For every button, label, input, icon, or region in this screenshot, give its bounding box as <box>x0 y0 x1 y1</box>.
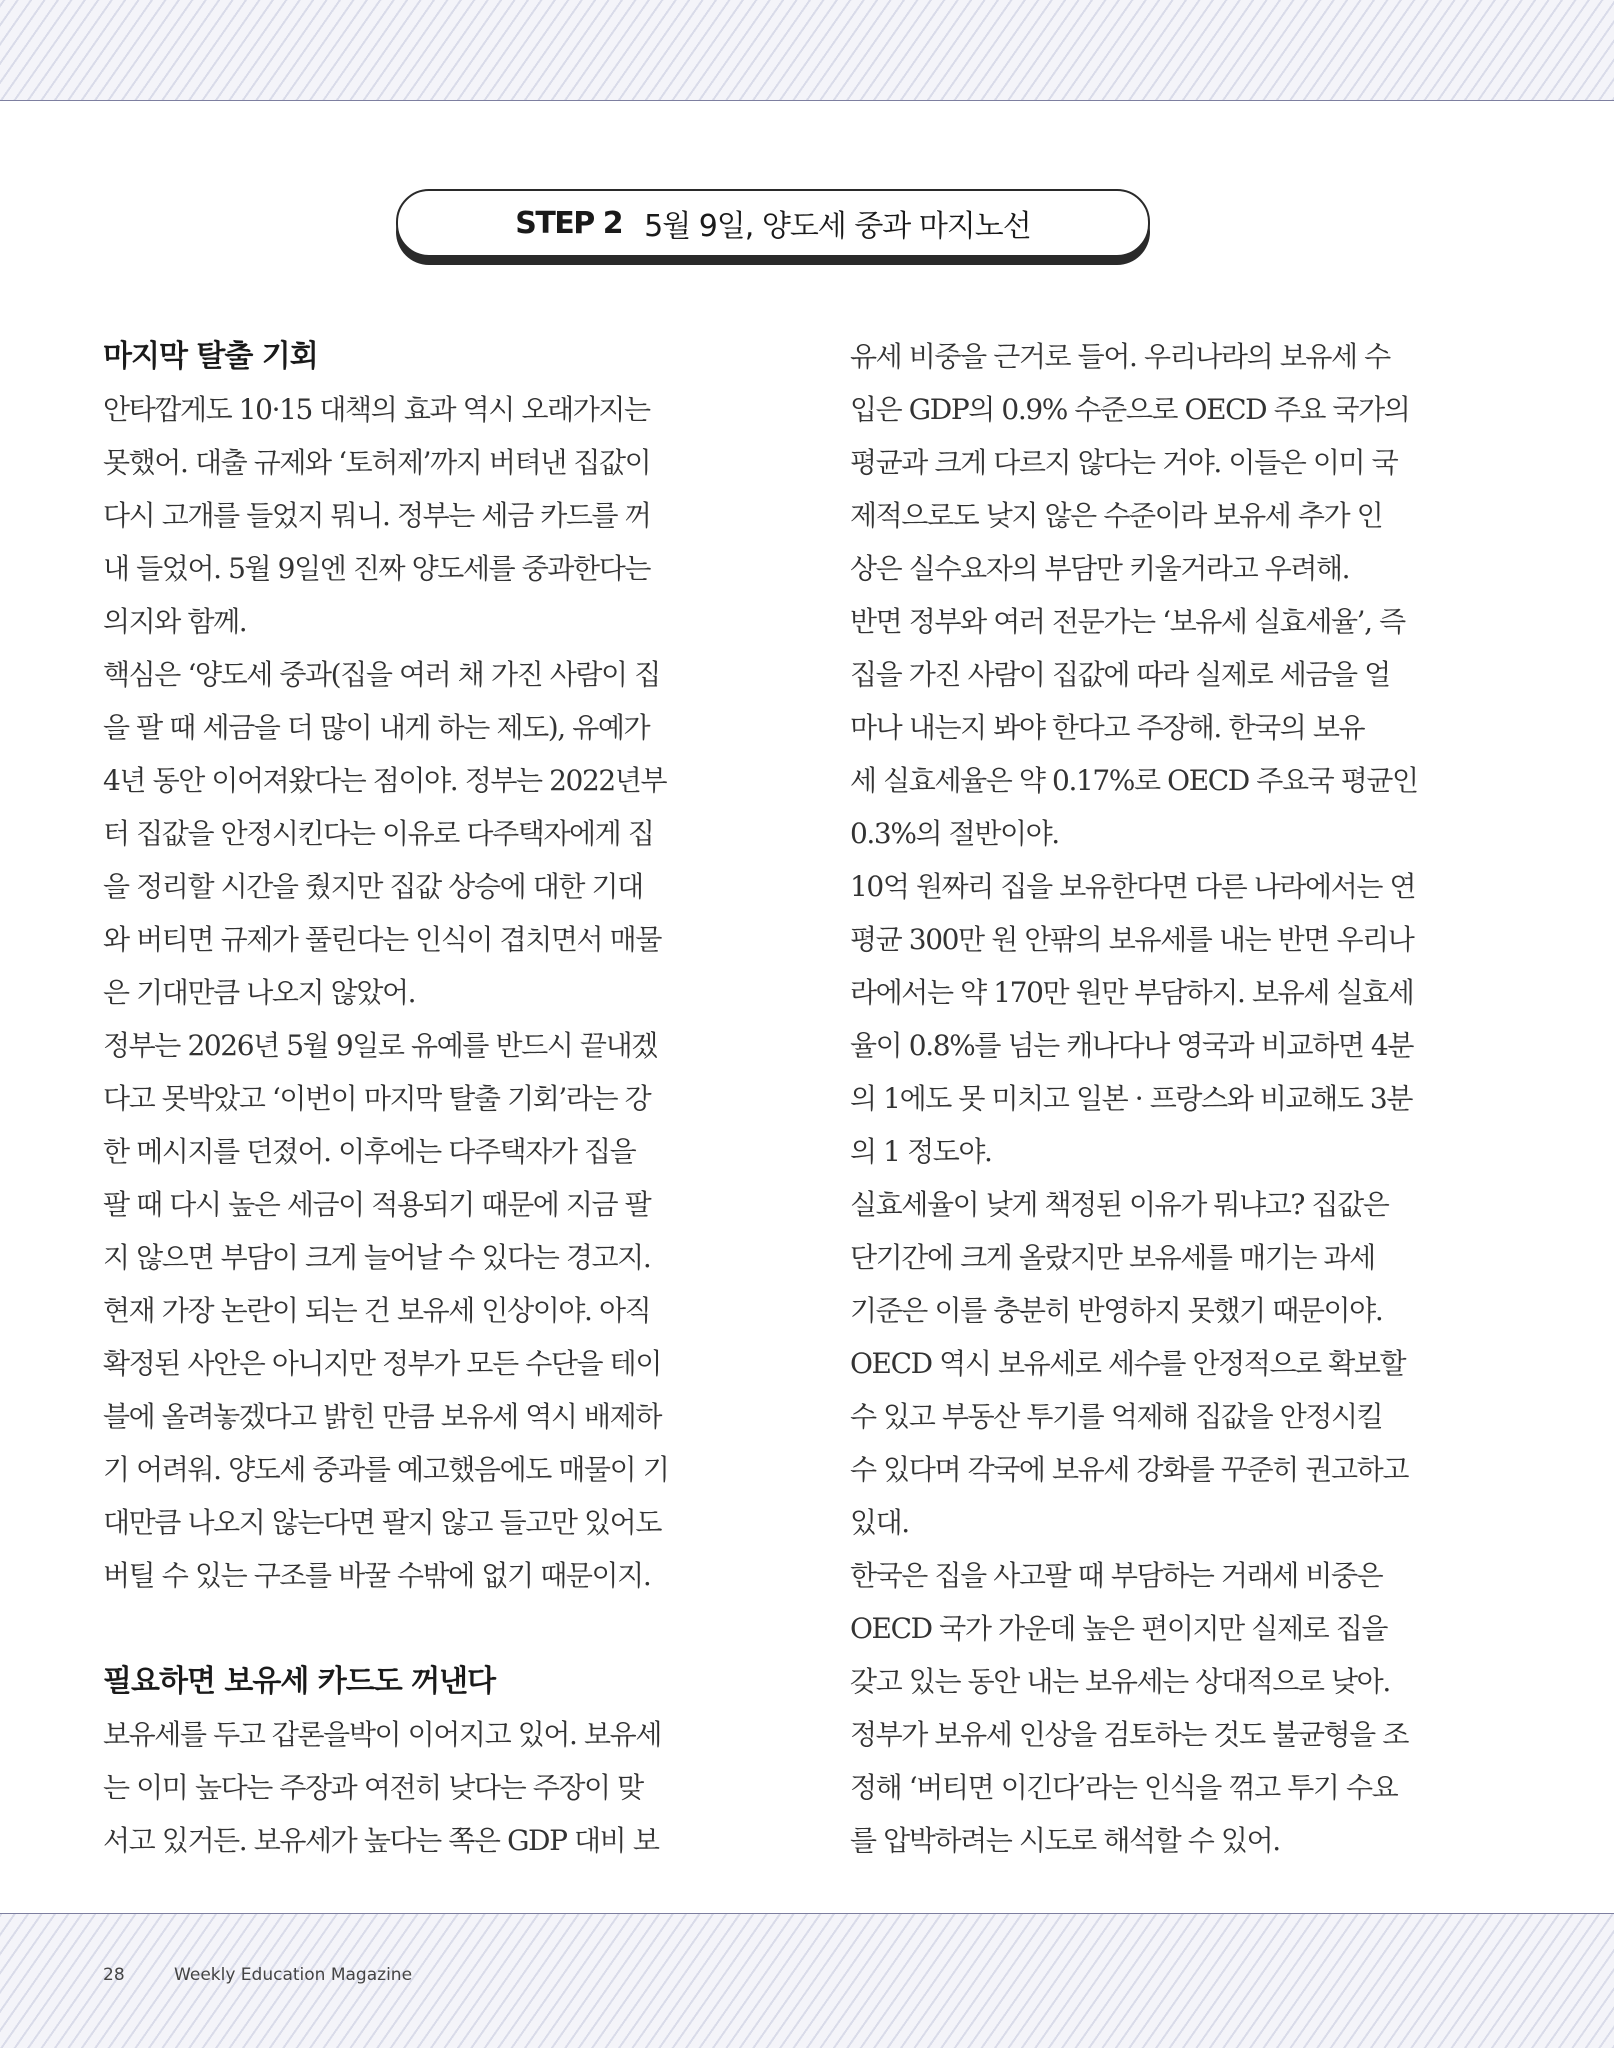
text-line: 버틸 수 있는 구조를 바꿀 수밖에 없기 때문이지. <box>103 1559 651 1592</box>
text-line: 와 버티면 규제가 풀린다는 인식이 겹치면서 매물 <box>103 923 661 956</box>
text-line: 율이 0.8%를 넘는 캐나다나 영국과 비교하면 4분 <box>850 1029 1413 1062</box>
paragraph <box>850 1178 1440 1549</box>
text-line: 를 압박하려는 시도로 해석할 수 있어. <box>850 1824 1280 1857</box>
text-line: 블에 올려놓겠다고 밝힌 만큼 보유세 역시 배제하 <box>103 1400 661 1433</box>
text-line: 다고 못박았고 ‘이번이 마지막 탈출 기회’라는 강 <box>103 1082 651 1115</box>
text-line: 입은 GDP의 0.9% 수준으로 OECD 주요 국가의 <box>850 393 1410 426</box>
text-line: 4년 동안 이어져왔다는 점이야. 정부는 2022년부 <box>103 764 667 797</box>
text-line: 평균 300만 원 안팎의 보유세를 내는 반면 우리나 <box>850 923 1414 956</box>
text-line: 단기간에 크게 올랐지만 보유세를 매기는 과세 <box>850 1241 1375 1274</box>
text-line: 을 팔 때 세금을 더 많이 내게 하는 제도), 유예가 <box>103 711 650 744</box>
paragraph <box>103 648 693 1019</box>
text-line: 수 있고 부동산 투기를 억제해 집값을 안정시킬 <box>850 1400 1383 1433</box>
right-column <box>850 330 1440 1867</box>
text-line: OECD 역시 보유세로 세수를 안정적으로 확보할 <box>850 1347 1406 1380</box>
text-line: 은 기대만큼 나오지 않았어. <box>103 976 416 1009</box>
paragraph <box>103 1708 693 1867</box>
text-line: 세 실효세율은 약 0.17%로 OECD 주요국 평균인 <box>850 764 1418 797</box>
text-line: 반면 정부와 여러 전문가는 ‘보유세 실효세율’, 즉 <box>850 605 1405 638</box>
text-line: 못했어. 대출 규제와 ‘토허제’까지 버텨낸 집값이 <box>103 446 651 479</box>
left-body-text-2 <box>103 1708 693 1867</box>
magazine-name: Weekly Education Magazine <box>174 1965 413 1985</box>
right-body-text <box>850 330 1440 1867</box>
text-line: 안타깝게도 10·15 대책의 효과 역시 오래가지는 <box>103 393 650 426</box>
paragraph <box>103 383 693 648</box>
top-decorative-band <box>0 0 1614 101</box>
left-body-text-1 <box>103 383 693 1602</box>
text-line: 라에서는 약 170만 원만 부담하지. 보유세 실효세 <box>850 976 1414 1009</box>
text-line: 의 1에도 못 미치고 일본 · 프랑스와 비교해도 3분 <box>850 1082 1412 1115</box>
text-line: 집을 가진 사람이 집값에 따라 실제로 세금을 얼 <box>850 658 1390 691</box>
section-heading-holding-tax: 필요하면 보유세 카드도 꺼낸다 <box>103 1664 496 1699</box>
text-line: 기준은 이를 충분히 반영하지 못했기 때문이야. <box>850 1294 1383 1327</box>
text-line: 의지와 함께. <box>103 605 247 638</box>
paragraph <box>850 860 1440 1178</box>
text-line: 0.3%의 절반이야. <box>850 817 1059 850</box>
text-line: 터 집값을 안정시킨다는 이유로 다주택자에게 집 <box>103 817 654 850</box>
text-line: 한 메시지를 던졌어. 이후에는 다주택자가 집을 <box>103 1135 636 1168</box>
text-line: 의 1 정도야. <box>850 1135 992 1168</box>
page-number: 28 <box>103 1965 125 1985</box>
paragraph <box>103 1284 693 1602</box>
step-label: STEP 2 <box>515 205 623 241</box>
step-title: 5월 9일, 양도세 중과 마지노선 <box>644 209 1031 244</box>
paragraph <box>103 1019 693 1284</box>
text-line: OECD 국가 가운데 높은 편이지만 실제로 집을 <box>850 1612 1388 1645</box>
text-line: 실효세율이 낮게 책정된 이유가 뭐냐고? 집값은 <box>850 1188 1389 1221</box>
text-line: 을 정리할 시간을 줬지만 집값 상승에 대한 기대 <box>103 870 643 903</box>
text-line: 보유세를 두고 갑론을박이 이어지고 있어. 보유세 <box>103 1718 661 1751</box>
text-line: 팔 때 다시 높은 세금이 적용되기 때문에 지금 팔 <box>103 1188 651 1221</box>
text-line: 상은 실수요자의 부담만 키울거라고 우려해. <box>850 552 1350 585</box>
text-line: 제적으로도 낮지 않은 수준이라 보유세 추가 인 <box>850 499 1383 532</box>
text-line: 정부가 보유세 인상을 검토하는 것도 불균형을 조 <box>850 1718 1408 1751</box>
section-heading-last-chance: 마지막 탈출 기회 <box>103 339 318 374</box>
paragraph <box>850 595 1440 860</box>
text-line: 내 들었어. 5월 9일엔 진짜 양도세를 중과한다는 <box>103 552 650 585</box>
text-line: 정부는 2026년 5월 9일로 유예를 반드시 끝내겠 <box>103 1029 657 1062</box>
text-line: 현재 가장 논란이 되는 건 보유세 인상이야. 아직 <box>103 1294 651 1327</box>
text-line: 대만큼 나오지 않는다면 팔지 않고 들고만 있어도 <box>103 1506 661 1539</box>
text-line: 정해 ‘버티면 이긴다’라는 인식을 꺾고 투기 수요 <box>850 1771 1398 1804</box>
text-line: 수 있다며 각국에 보유세 강화를 꾸준히 권고하고 <box>850 1453 1408 1486</box>
text-line: 유세 비중을 근거로 들어. 우리나라의 보유세 수 <box>850 340 1390 373</box>
paragraph <box>850 330 1440 595</box>
left-column <box>103 330 693 1867</box>
step-banner-pill <box>396 189 1150 257</box>
text-line: 10억 원짜리 집을 보유한다면 다른 나라에서는 연 <box>850 870 1416 903</box>
text-line: 한국은 집을 사고팔 때 부담하는 거래세 비중은 <box>850 1559 1383 1592</box>
text-line: 는 이미 높다는 주장과 여전히 낮다는 주장이 맞 <box>103 1771 643 1804</box>
text-line: 마나 내는지 봐야 한다고 주장해. 한국의 보유 <box>850 711 1365 744</box>
text-line: 핵심은 ‘양도세 중과(집을 여러 채 가진 사람이 집 <box>103 658 660 691</box>
text-line: 지 않으면 부담이 크게 늘어날 수 있다는 경고지. <box>103 1241 651 1274</box>
text-line: 확정된 사안은 아니지만 정부가 모든 수단을 테이 <box>103 1347 661 1380</box>
page-footer <box>103 1965 412 1985</box>
text-line: 다시 고개를 들었지 뭐니. 정부는 세금 카드를 꺼 <box>103 499 651 532</box>
text-line: 기 어려워. 양도세 중과를 예고했음에도 매물이 기 <box>103 1453 669 1486</box>
text-line: 서고 있거든. 보유세가 높다는 쪽은 GDP 대비 보 <box>103 1824 659 1857</box>
text-line: 평균과 크게 다르지 않다는 거야. 이들은 이미 국 <box>850 446 1398 479</box>
step-banner <box>396 189 1150 267</box>
text-line: 있대. <box>850 1506 909 1539</box>
text-line: 갖고 있는 동안 내는 보유세는 상대적으로 낮아. <box>850 1665 1390 1698</box>
paragraph <box>850 1549 1440 1867</box>
